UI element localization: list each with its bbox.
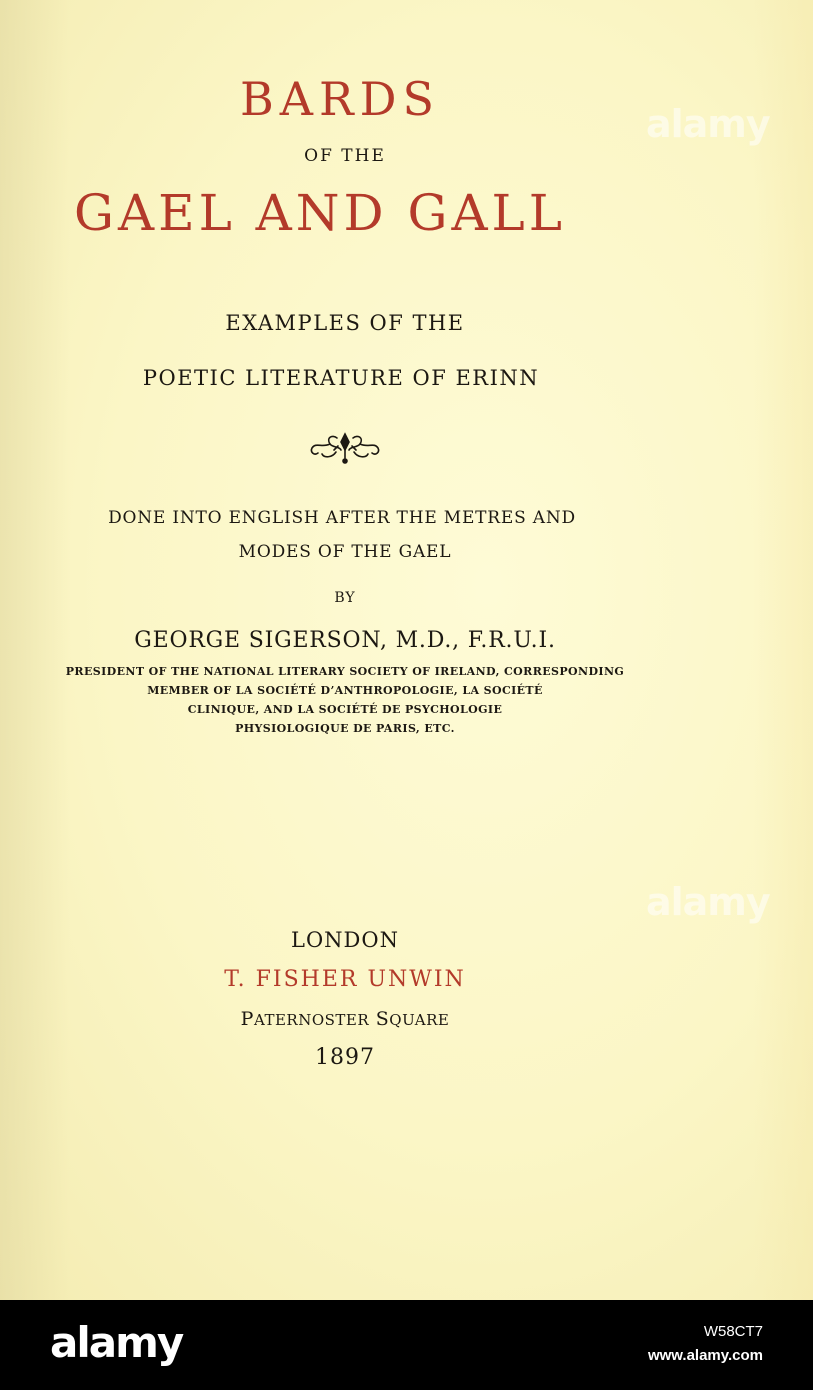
title-line-bards: BARDS: [239, 72, 441, 126]
credentials-line-2: MEMBER OF LA SOCIÉTÉ D’ANTHROPOLOGIE, LA SOCIÉTÉ: [147, 684, 543, 697]
imprint-address: [0, 1008, 690, 1030]
imprint-publisher: T. FISHER UNWIN: [224, 967, 466, 992]
description-line-2: MODES OF THE GAEL: [238, 542, 452, 562]
subtitle-line-2: POETIC LITERATURE OF ERINN: [142, 366, 540, 390]
address-initial-2: S: [375, 1008, 390, 1030]
credentials-line-4: PHYSIOLOGIQUE DE PARIS, ETC.: [235, 722, 455, 735]
title-line-gael-and-gall: GAEL AND GALL: [74, 184, 566, 242]
subtitle-line-1: EXAMPLES OF THE: [225, 311, 465, 335]
credentials-line-1: PRESIDENT OF THE NATIONAL LITERARY SOCIETY OF IRELAND, CORRESPONDING: [65, 665, 625, 678]
watermark-text: alamy: [646, 880, 770, 924]
description-line-1: DONE INTO ENGLISH AFTER THE METRES AND: [108, 508, 576, 528]
watermark-text: alamy: [646, 102, 770, 146]
floral-ornament-icon: [308, 428, 382, 468]
imprint-year: 1897: [315, 1045, 375, 1070]
image-code: W58CT7: [703, 1323, 763, 1340]
stock-footer-bar: [0, 1300, 813, 1390]
address-rest-2: QUARE: [389, 1011, 450, 1029]
imprint-city: LONDON: [291, 928, 399, 952]
title-line-of-the: OF THE: [304, 146, 386, 166]
credentials-line-3: CLINIQUE, AND LA SOCIÉTÉ DE PSYCHOLOGIE: [187, 703, 503, 716]
address-rest-1: ATERNOSTER: [253, 1011, 370, 1029]
alamy-logo: alamy: [50, 1318, 183, 1367]
author-name: GEORGE SIGERSON, M.D., F.R.U.I.: [134, 628, 556, 653]
site-url: www.alamy.com: [647, 1347, 763, 1364]
by-label: BY: [334, 590, 356, 606]
address-initial-1: P: [240, 1008, 254, 1030]
